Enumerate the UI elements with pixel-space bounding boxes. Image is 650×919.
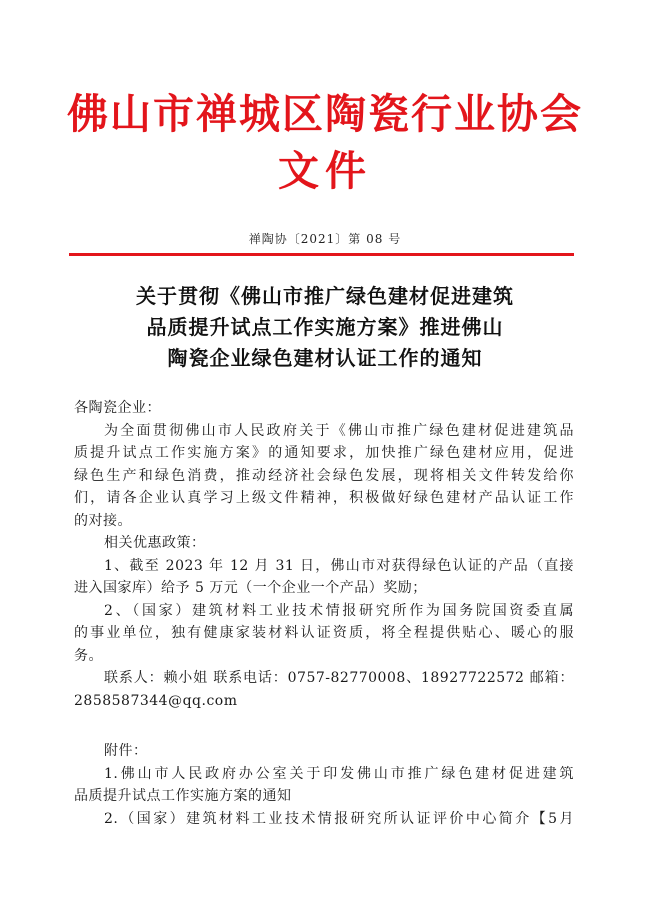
attachments-section — [74, 740, 574, 830]
policy-heading: 相关优惠政策： — [104, 535, 206, 551]
salutation: 各陶瓷企业： — [74, 400, 161, 416]
paragraph-line: 绿色生产和绿色消费，推动经济社会绿色发展，现将相关文件转发给你 — [74, 467, 574, 484]
document-type-label: 文件 — [278, 147, 372, 195]
policy-item-line: 的事业单位，独有健康家装材料认证资质，将全程提供贴心、暖心的服 — [74, 625, 574, 641]
paragraph-line: 们，请各企业认真学习上级文件精神，积极做好绿色建材产品认证工作 — [74, 490, 574, 506]
notice-body — [74, 397, 574, 712]
attachment-line: 品质提升试点工作实施方案的通知 — [74, 788, 292, 804]
document-number: 禅陶协〔2021〕第 08 号 — [248, 232, 402, 246]
issuing-organization: 佛山市禅城区陶瓷行业协会 — [67, 90, 583, 138]
policy-item-line: 2、（国家）建筑材料工业技术情报研究所作为国务院国资委直属 — [104, 602, 574, 619]
notice-title-line-1: 关于贯彻《佛山市推广绿色建材促进建筑 — [136, 284, 514, 308]
policy-item-line: 务。 — [74, 647, 103, 664]
contact-line: 联系人：赖小姐 联系电话：0757-82770008、18927722572 邮箱： — [104, 670, 574, 686]
policy-item-line: 进入国家库）给予 5 万元（一个企业一个产品）奖励； — [74, 580, 427, 596]
paragraph-line: 质提升试点工作实施方案》的通知要求，加快推广绿色建材应用，促进 — [74, 445, 574, 461]
attachment-line: 1.佛山市人民政府办公室关于印发佛山市推广绿色建材促进建筑 — [104, 765, 574, 782]
policy-item-line: 1、截至 2023 年 12 月 31 日，佛山市对获得绿色认证的产品（直接 — [104, 557, 574, 574]
notice-title-line-3: 陶瓷企业绿色建材认证工作的通知 — [167, 346, 483, 370]
attachments-heading: 附件： — [104, 743, 148, 759]
paragraph-line: 为全面贯彻佛山市人民政府关于《佛山市推广绿色建材促进建筑品 — [104, 422, 574, 439]
paragraph-line: 的对接。 — [74, 512, 132, 529]
notice-title-line-2: 品质提升试点工作实施方案》推进佛山 — [146, 315, 504, 339]
attachment-line: 2.（国家）建筑材料工业技术情报研究所认证评价中心简介【5月 — [104, 810, 574, 827]
contact-email: 2858587344@qq.com — [74, 692, 238, 709]
red-divider-line — [69, 253, 574, 256]
